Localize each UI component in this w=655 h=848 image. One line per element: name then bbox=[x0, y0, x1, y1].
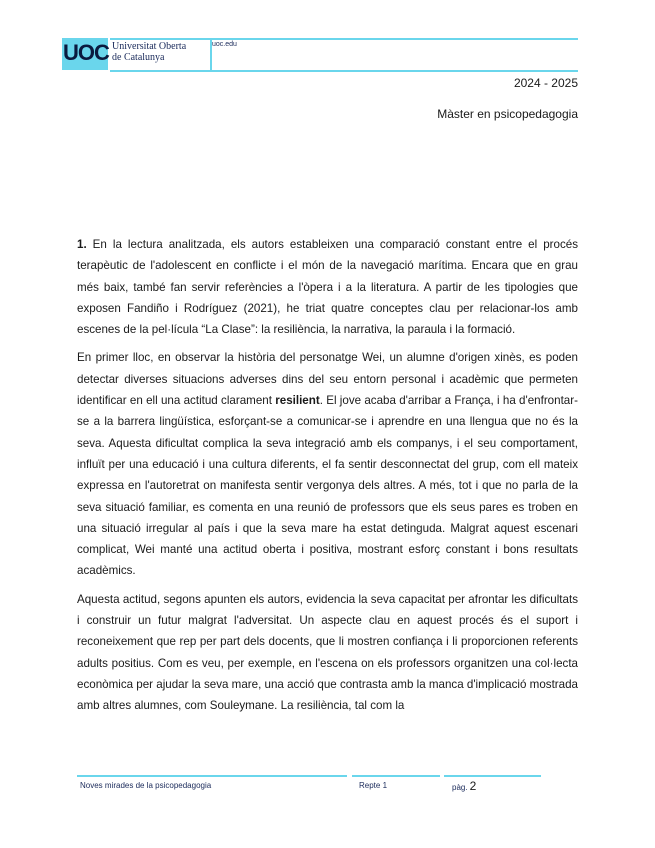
footer-rule-3 bbox=[444, 775, 541, 777]
document-body bbox=[77, 234, 578, 724]
paragraph-3: Aquesta actitud, segons apunten els autors, evidencia la seva capacitat per afrontar les dificultats i construir un futur malgrat l'adversitat. Un aspecte clau en aquest procés és el suport i reconeixement que rep per part dels docents, que li mostren confiança i li proporcionen referents adults positius. Com es veu, per exemple, en l'escena on els professors organitzen una col·lecta econòmica per ajudar la seva mare, una acció que contrasta amb la manca d'implicació mostrada amb altres alumnes, com Souleymane. La resiliència, tal com la bbox=[77, 592, 578, 713]
paragraph-1-text: En la lectura analitzada, els autors estableixen una comparació constant entre el procés terapèutic de l'adolescent en conflicte i el món de la navegació marítima. Encara que en grau més baix, també fan servir referències a l'òpera i a la literatura. A partir de les tipologies que exposen Fandiño i Rodríguez (2021), he triat quatre conceptes clau per relacionar-los amb escenes de la pel·lícula “La Clase”: la resiliència, la narrativa, la paraula i la formació. bbox=[77, 238, 578, 337]
university-name-line2: de Catalunya bbox=[112, 52, 165, 63]
page-number: 2 bbox=[469, 779, 477, 793]
academic-year: 2024 - 2025 bbox=[513, 76, 578, 90]
bold-term-resilient: resilient bbox=[275, 394, 320, 408]
program-name: Màster en psicopedagogia bbox=[437, 107, 578, 121]
paragraph-2-end: . El jove acaba d'arribar a França, i ha d'enfrontar-se a la barrera lingüística, esforçant-se a comunicar-se i aprendre en una llengua que no és la seva. Aquesta dificultat complica la seva integració amb els companys, i el seu comportament, influït per una educació i una cultura diferents, el fa sentir desconnectat del grup, com ell mateix expressa en l'autoretrat on manifesta sentir vergonya dels altres. A més, tot i que no parla de la seva situació familiar, es comenta en una reunió de professors que els seus pares es troben en una situació irregular al país i que la seva mare ha estat detinguda. Malgrat aquest escenari complicat, Wei manté una actitud oberta i positiva, mostrant esforç constant i bons resultats acadèmics. bbox=[77, 394, 578, 578]
paragraph-2-start: En primer lloc, en observar la història del personatge Wei, un alumne d'origen xinès, es poden detectar diverses situacions adverses dins del seu entorn personal i acadèmic que permeten identificar en ell una actitud clarament bbox=[77, 351, 578, 408]
footer-course-name: Noves mirades de la psicopedagogia bbox=[80, 781, 212, 790]
header-rule-bottom bbox=[110, 70, 578, 72]
question-number: 1. bbox=[77, 238, 87, 251]
paragraph-1 bbox=[77, 234, 578, 340]
university-url: uoc.edu bbox=[212, 41, 237, 48]
footer-page bbox=[452, 779, 476, 793]
header-rule-top bbox=[110, 38, 578, 40]
university-name bbox=[112, 41, 186, 63]
uoc-logo-letters: UOC bbox=[63, 40, 109, 65]
page-label: pàg. bbox=[452, 783, 468, 792]
footer-rule-1 bbox=[77, 775, 347, 777]
footer-assignment: Repte 1 bbox=[359, 781, 388, 790]
footer-rule-2 bbox=[352, 775, 440, 777]
header-rule-divider bbox=[210, 38, 212, 72]
university-name-line1: Universitat Oberta bbox=[112, 41, 187, 52]
paragraph-2 bbox=[77, 347, 578, 581]
